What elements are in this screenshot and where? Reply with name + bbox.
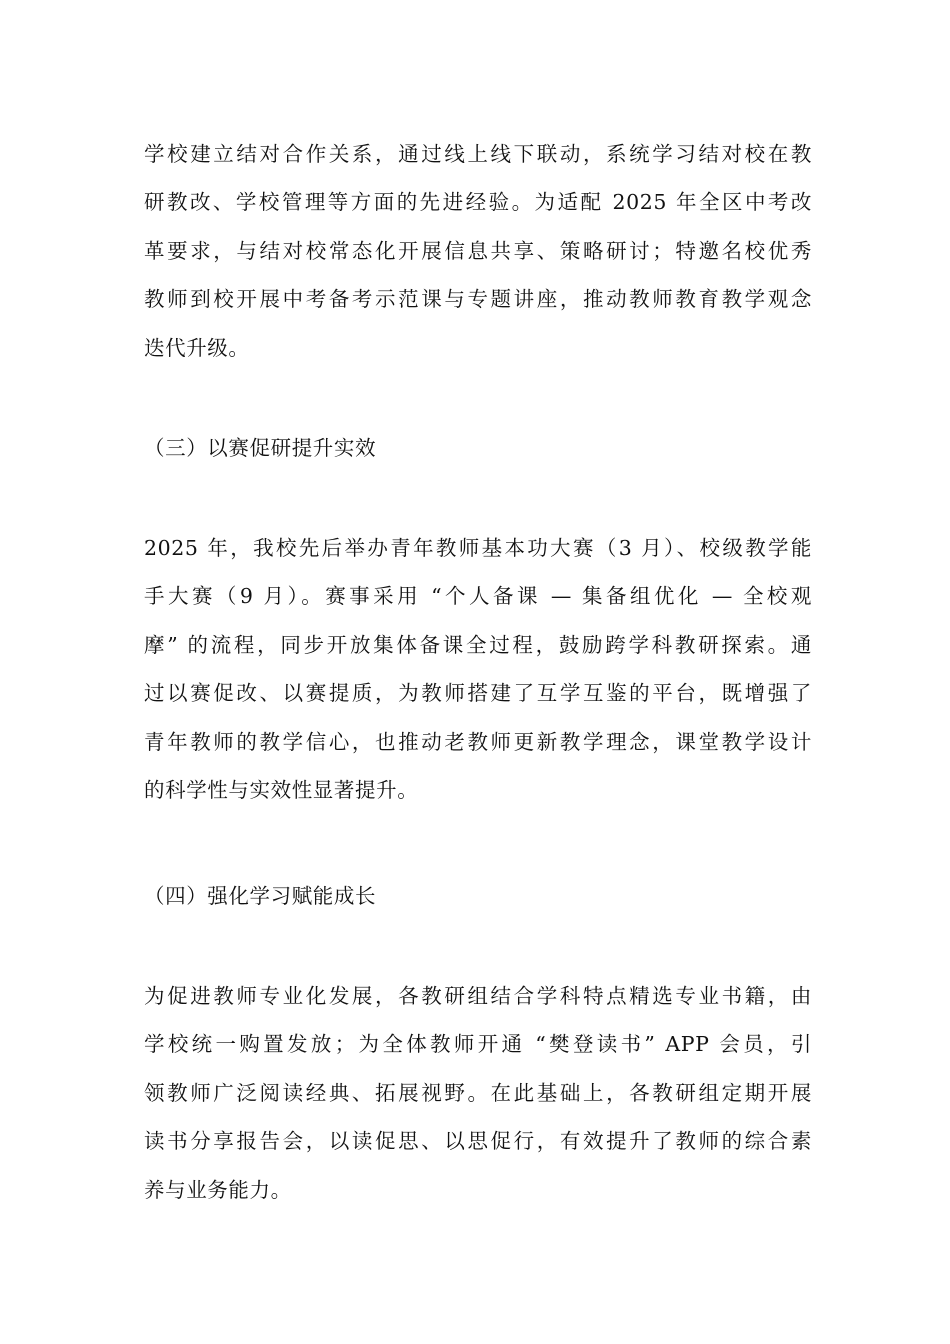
paragraph-reading (144, 972, 812, 1214)
paragraph-line: 研教改、学校管理等方面的先进经验。为适配 2025 年全区中考改 (144, 190, 812, 215)
paragraph-line: 养与业务能力。 (144, 1177, 292, 1202)
paragraph-line: 的科学性与实效性显著提升。 (144, 778, 419, 803)
paragraph-line: 学校建立结对合作关系，通过线上线下联动，系统学习结对校在教 (144, 142, 812, 166)
section-heading-4: （四）强化学习赋能成长 (144, 884, 377, 908)
paragraph-line: 手大赛（9 月）。赛事采用 “个人备课 — 集备组优化 — 全校观 (144, 584, 812, 609)
paragraph-line: 迭代升级。 (144, 335, 250, 360)
paragraph-line: 青年教师的教学信心，也推动老教师更新教学理念，课堂教学设计 (144, 729, 812, 754)
paragraph-line: 2025 年，我校先后举办青年教师基本功大赛（3 月）、校级教学能 (144, 536, 812, 560)
paragraph-line: 教师到校开展中考备考示范课与专题讲座，推动教师教育教学观念 (144, 287, 812, 312)
paragraph-line: 为促进教师专业化发展，各教研组结合学科特点精选专业书籍，由 (144, 984, 812, 1008)
paragraph-line: 领教师广泛阅读经典、拓展视野。在此基础上，各教研组定期开展 (144, 1080, 812, 1105)
paragraph-line: 摩” 的流程，同步开放集体备课全过程，鼓励跨学科教研探索。通 (144, 632, 812, 657)
paragraph-competitions (144, 524, 812, 814)
section-heading-3: （三）以赛促研提升实效 (144, 436, 377, 460)
paragraph-school-pairing (144, 130, 812, 372)
paragraph-line: 读书分享报告会，以读促思、以思促行，有效提升了教师的综合素 (144, 1129, 812, 1154)
paragraph-line: 革要求，与结对校常态化开展信息共享、策略研讨；特邀名校优秀 (144, 238, 812, 263)
paragraph-line: 过以赛促改、以赛提质，为教师搭建了互学互鉴的平台，既增强了 (144, 681, 812, 706)
paragraph-line: 学校统一购置发放；为全体教师开通 “樊登读书” APP 会员，引 (144, 1032, 812, 1057)
